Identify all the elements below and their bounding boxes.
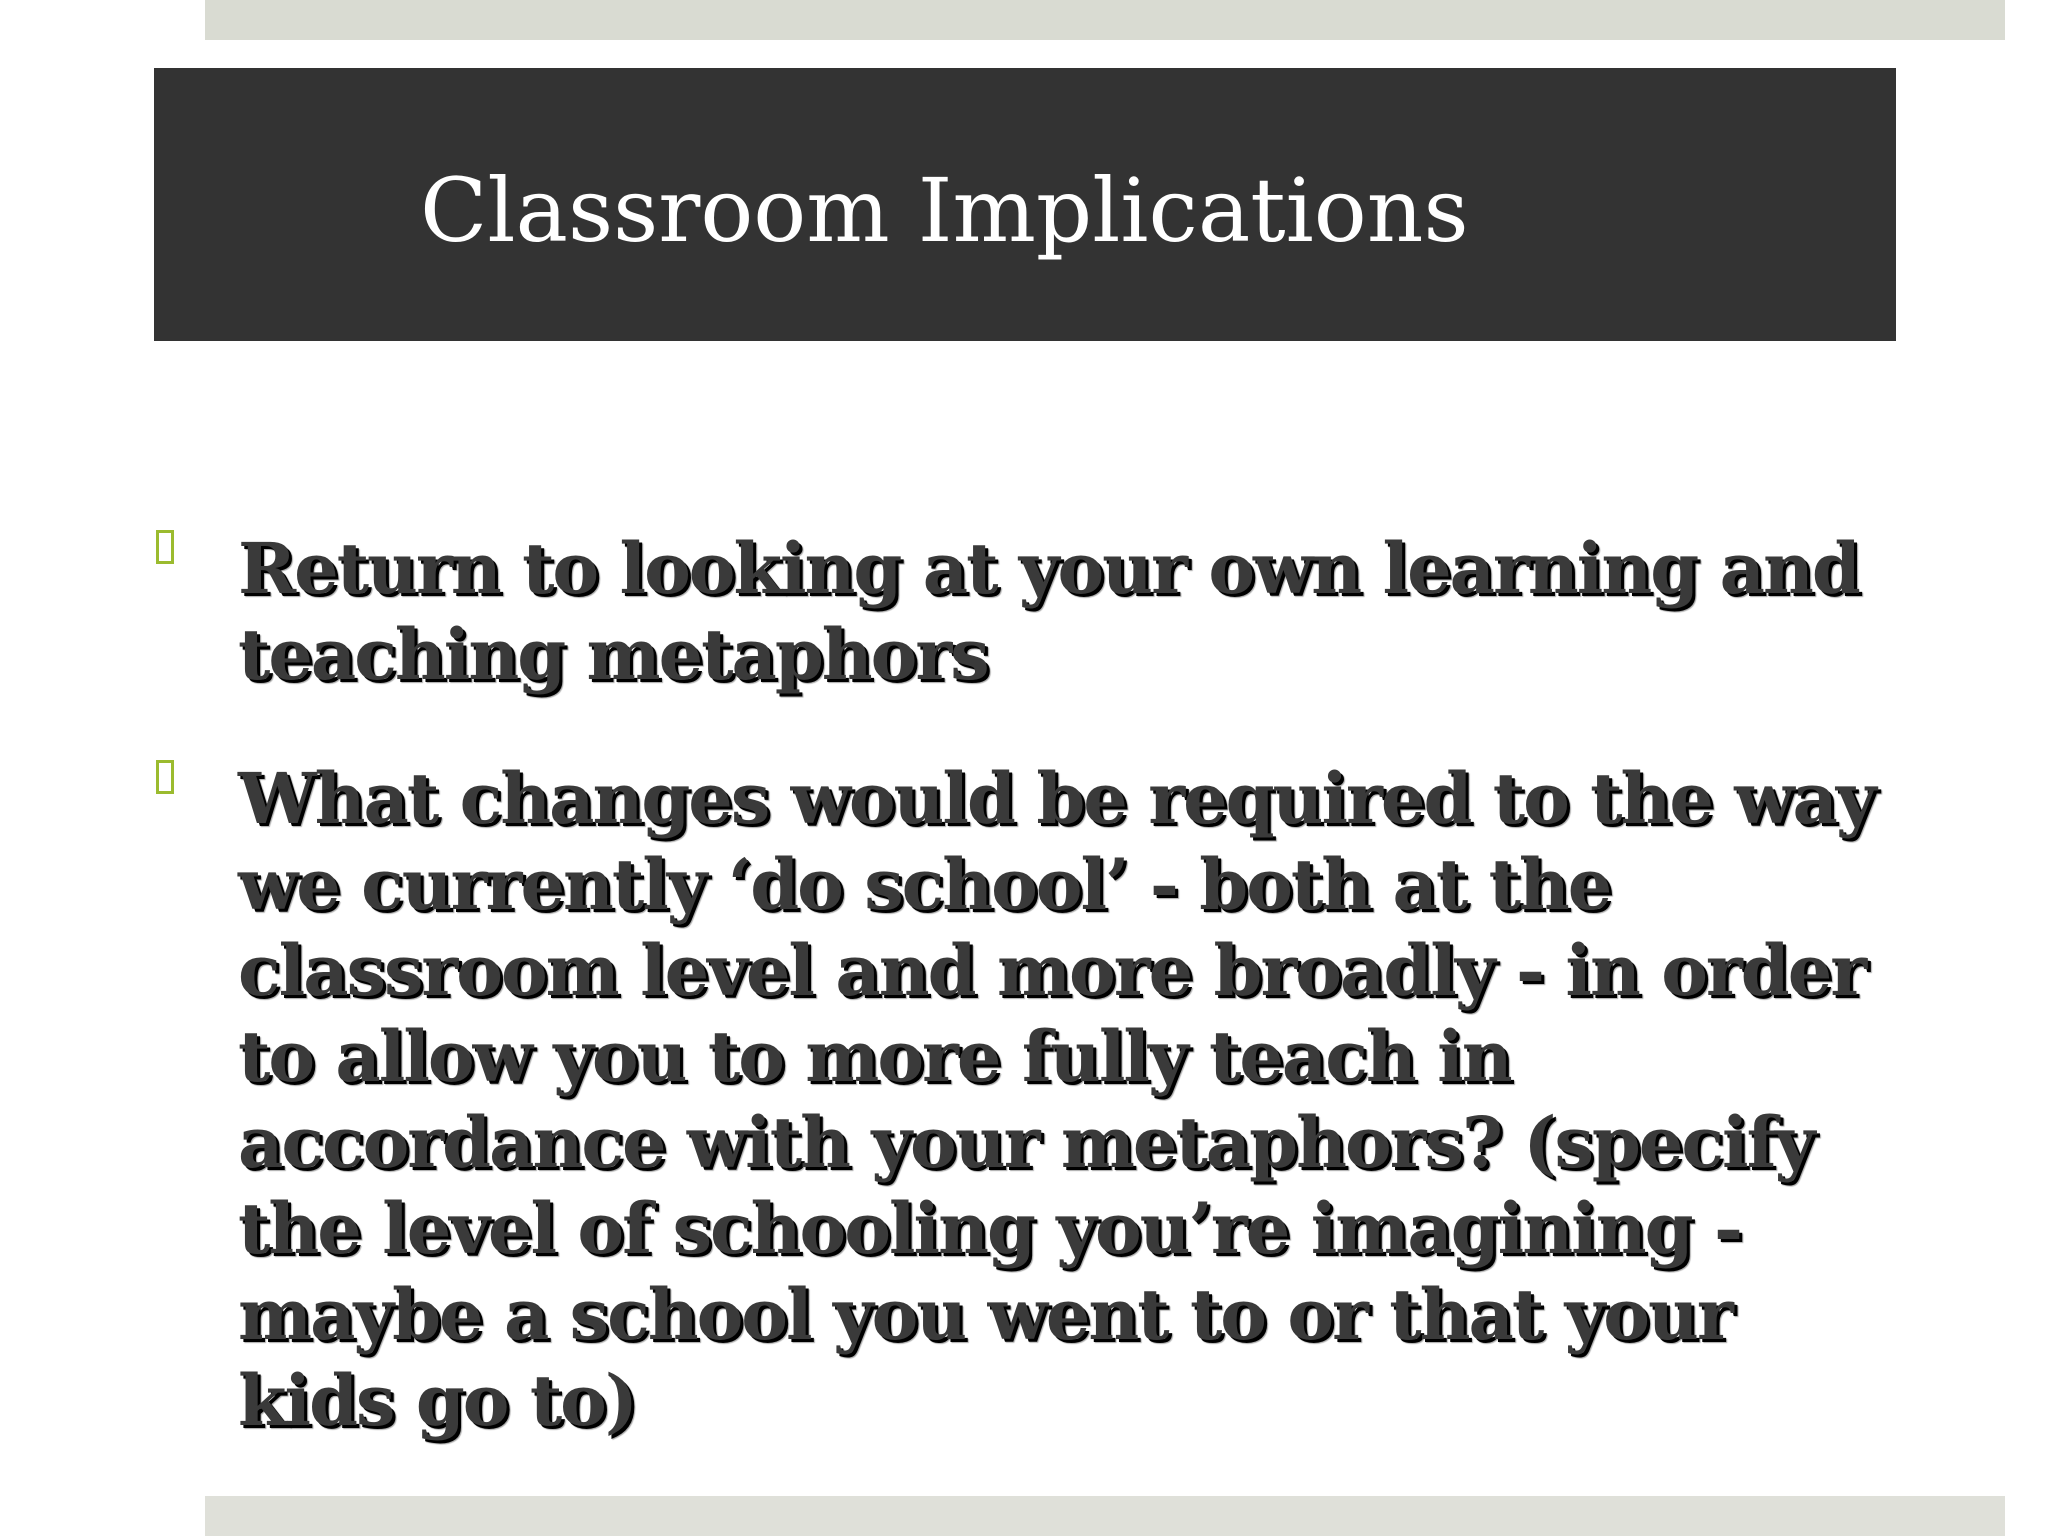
bullet-list <box>150 526 1900 1502</box>
bullet-marker-icon <box>156 760 174 794</box>
bullet-item <box>150 756 1900 1444</box>
bullet-item <box>150 526 1900 698</box>
slide-title: Classroom Implications <box>420 159 1469 262</box>
title-bar <box>154 68 1896 341</box>
bullet-text: Return to looking at your own learning and teaching metaphors <box>238 527 1859 696</box>
bullet-marker-icon <box>156 530 174 564</box>
top-decorative-band <box>205 0 2005 40</box>
bullet-text: What changes would be required to the way we currently ‘do school’ - both at the classroom level and more broadly - in order to allow you to more fully teach in accordance with your metaphors? (specify the level of schooling you’re imagining - maybe a school you went to or that your kids go to) <box>238 757 1875 1442</box>
bottom-decorative-band <box>205 1496 2005 1536</box>
